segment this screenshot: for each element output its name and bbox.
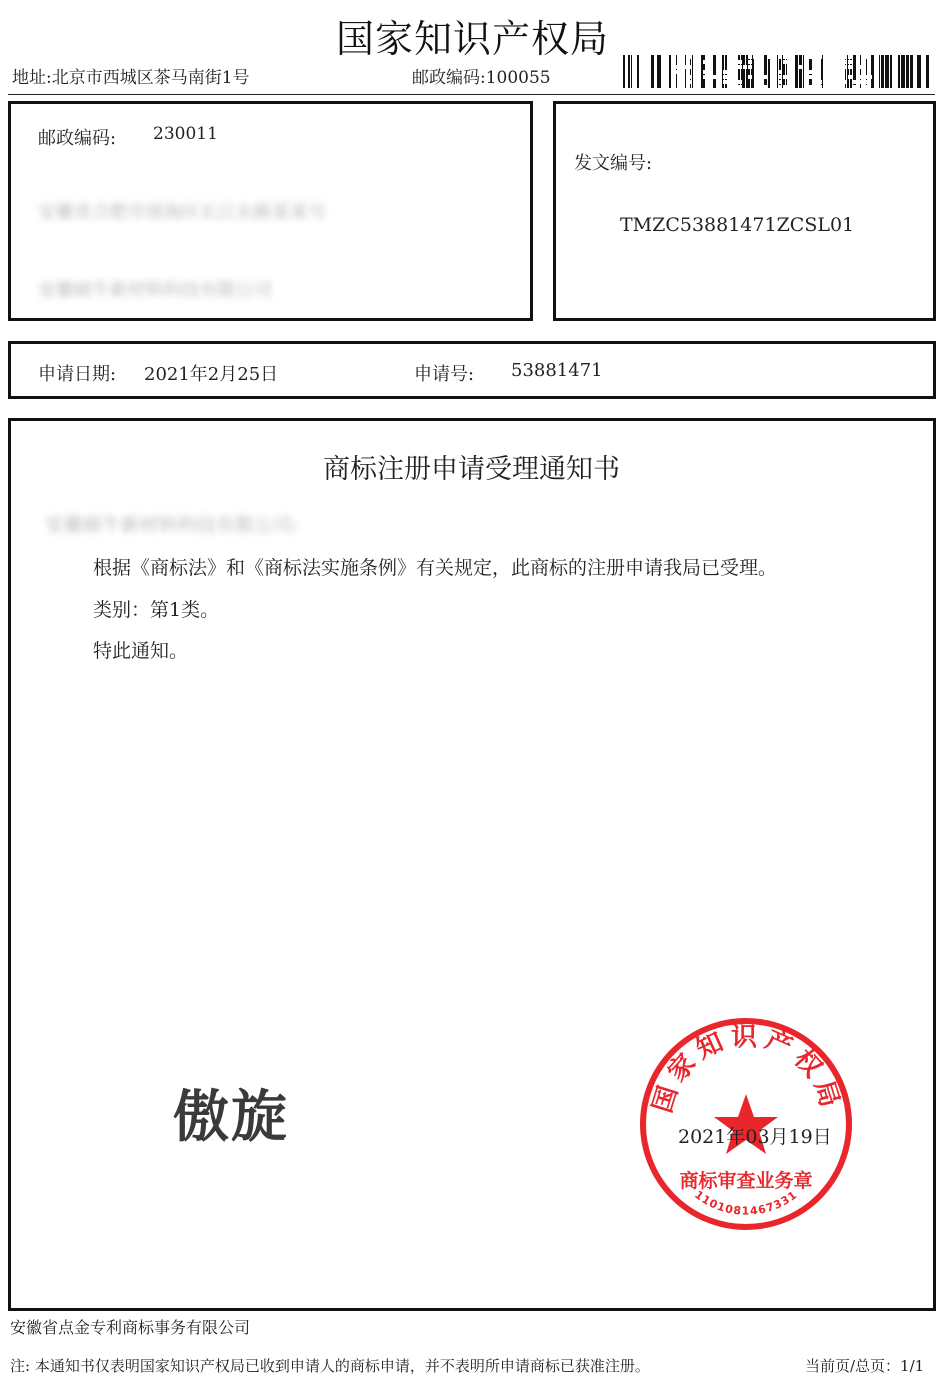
application-info-bar [8, 341, 936, 399]
footer-note: 注: 本通知书仅表明国家知识产权局已收到申请人的商标申请，并不表明所申请商标已获准注册。 [10, 1357, 650, 1375]
seal-top-text: 国家知识产权局 [647, 1022, 847, 1117]
document-number-box [553, 101, 936, 321]
recipient-postal-label: 邮政编码: [38, 128, 117, 149]
notice-date: 2021年03月19日 [678, 1126, 832, 1148]
seal-middle-text: 商标审查业务章 [679, 1170, 813, 1192]
svg-text:1101081467331 [692, 1188, 800, 1218]
recipient-box [8, 101, 533, 321]
application-date-label: 申请日期: [38, 364, 117, 385]
notice-paragraph: 根据《商标法》和《商标法实施条例》有关规定，此商标的注册申请我局已受理。 [93, 557, 778, 579]
application-date-value: 2021年2月25日 [144, 364, 279, 385]
agency-title: 国家知识产权局 [335, 17, 609, 61]
recipient-address-redacted: 安徽省合肥市瑶海区长江东路某某号 [38, 202, 326, 223]
application-number-value: 53881471 [511, 360, 603, 381]
document-number-value: TMZC53881471ZCSL01 [620, 214, 855, 236]
notice-closing: 特此通知。 [93, 640, 189, 662]
footer-page: 当前页/总页：1/1 [805, 1357, 925, 1375]
notice-category: 类别：第1类。 [93, 599, 220, 621]
trademark-image [150, 1025, 350, 1175]
agency-address: 地址:北京市西城区茶马南街1号 [12, 68, 250, 88]
trademark-text: 傲旋 [173, 1085, 289, 1150]
notice-title: 商标注册申请受理通知书 [323, 454, 620, 485]
document-number-label: 发文编号: [574, 153, 653, 174]
recipient-company-redacted: 安徽硕牛新材料科技有限公司 [38, 280, 272, 301]
recipient-postal-value: 230011 [153, 124, 218, 144]
application-number-label: 申请号: [414, 364, 475, 385]
seal-serial: 1101081467331 [692, 1188, 800, 1218]
footer-agency: 安徽省点金专利商标事务有限公司 [10, 1318, 251, 1337]
agency-postal-code: 邮政编码:100055 [412, 68, 551, 88]
barcode [623, 55, 929, 88]
notice-addressee-redacted: 安徽硕牛新材料科技有限公司: [45, 514, 299, 536]
header-divider [8, 94, 935, 95]
